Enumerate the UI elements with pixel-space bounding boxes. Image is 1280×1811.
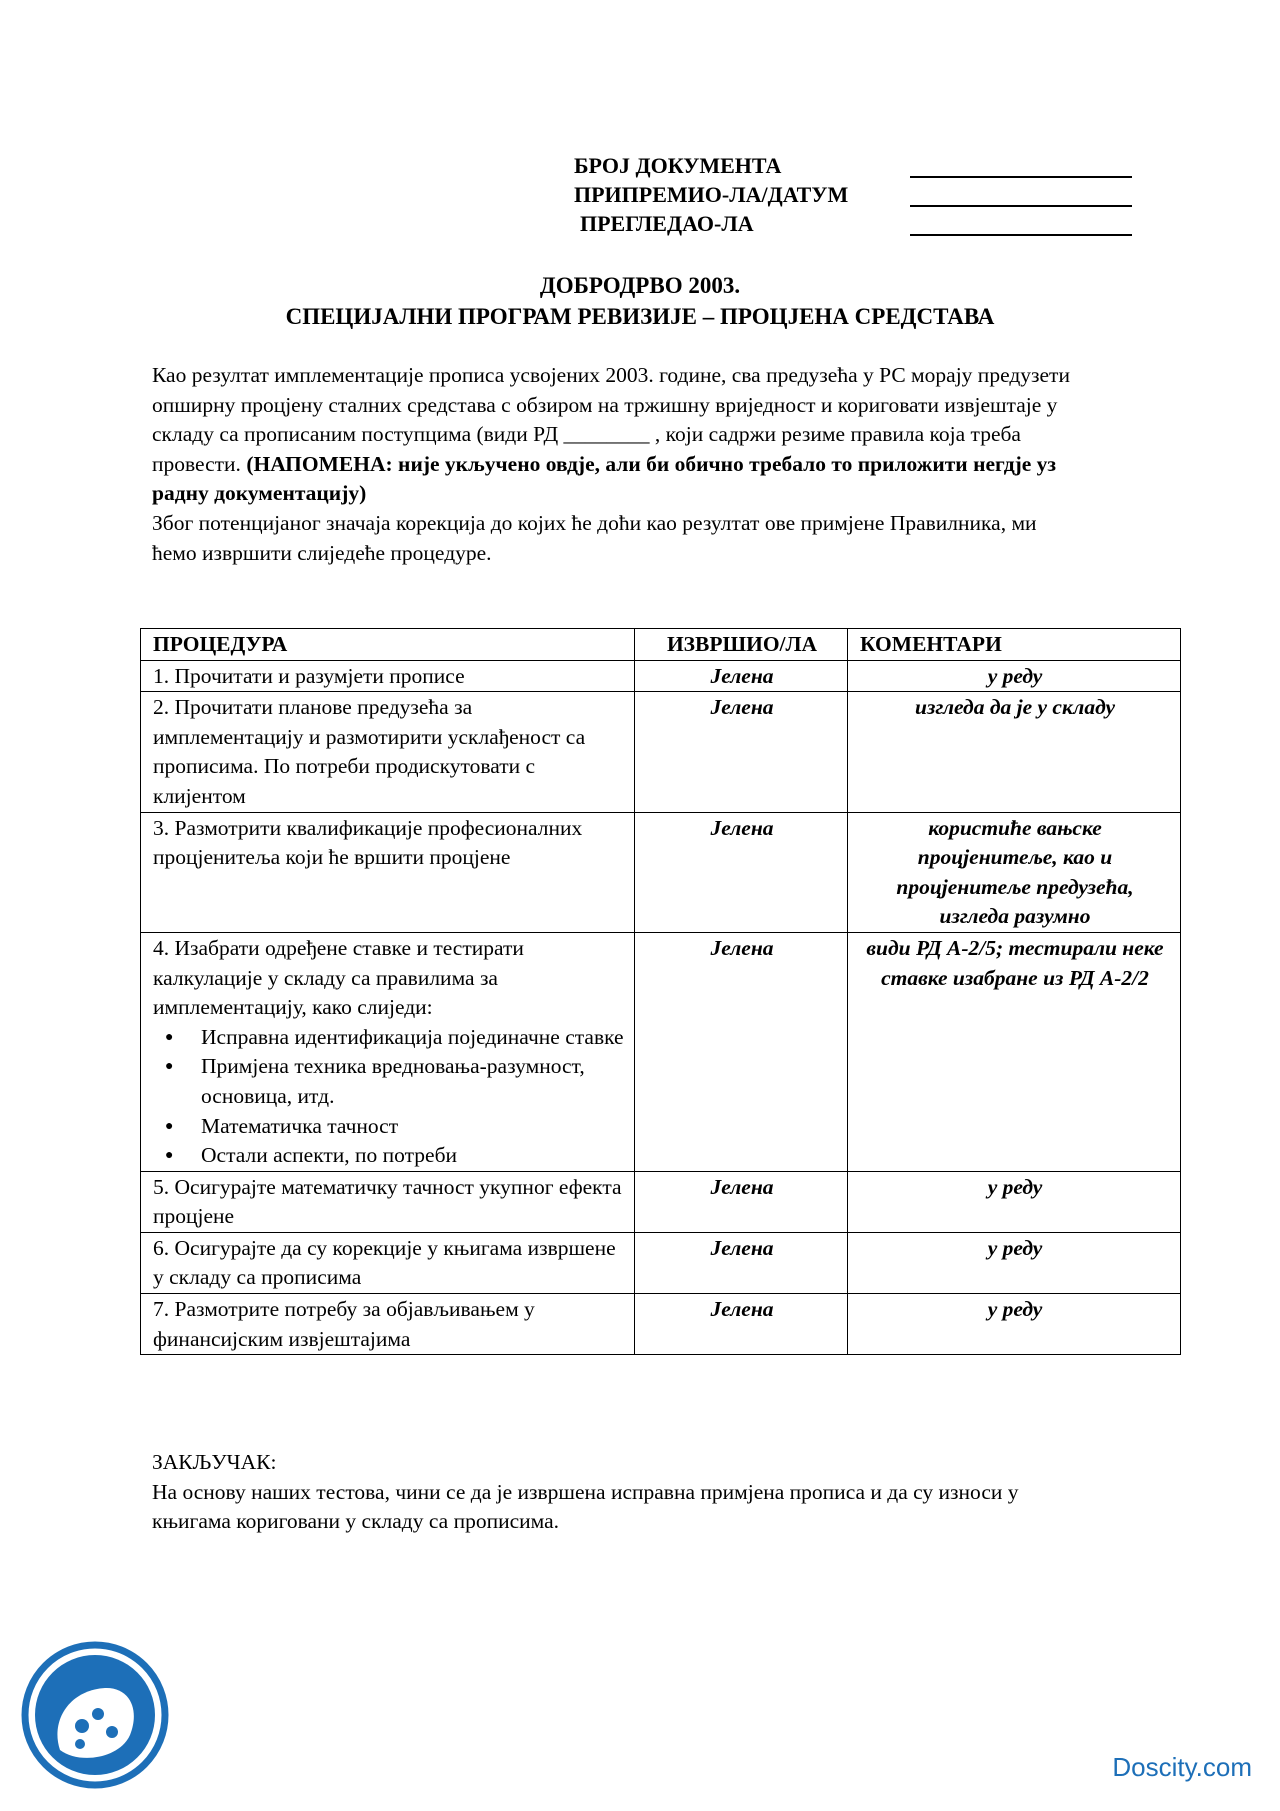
table-row <box>141 1294 1181 1355</box>
performed-by-cell: Јелена <box>635 660 848 692</box>
list-item <box>165 1141 624 1171</box>
procedure-bullet-list <box>153 1023 624 1171</box>
table-row <box>141 932 1181 1171</box>
procedure-cell: 2. Прочитати планове предузећа за имплементацију и размотирити усклађеност са прописима. По потреби продискутовати с клијентом <box>141 692 635 812</box>
header-field-document-number <box>574 151 1134 180</box>
header-field-label: ПРЕГЛЕДАО-ЛА <box>580 211 754 236</box>
intro-plain: Као резултат имплементације прописа усвојених 2003. године, сва предузећа у РС морају предузети опширну процјену сталних средстава с обзиром на тржишну вриједност и кориговати извјештаје у складу са прописаним поступцима (види РД ________ , који садржи резиме правила која треба провести. <box>152 363 1070 476</box>
performed-by-cell: Јелена <box>635 1232 848 1293</box>
procedure-cell: 6. Осигурајте да су корекције у књигама извршене у складу са прописима <box>141 1232 635 1293</box>
title-line-1: ДОБРОДРВО 2003. <box>539 273 741 298</box>
procedure-cell <box>141 932 635 1171</box>
performed-by-cell: Јелена <box>635 692 848 812</box>
bullet-icon: ● <box>165 1148 174 1164</box>
column-header-procedure: ПРОЦЕДУРА <box>141 629 635 661</box>
table-row <box>141 812 1181 932</box>
conclusion-heading: ЗАКЉУЧАК: <box>152 1450 277 1474</box>
intro-paragraph-1 <box>152 361 1072 509</box>
comment-cell: у реду <box>848 1294 1181 1355</box>
fill-in-line <box>910 234 1132 236</box>
column-header-performed-by: ИЗВРШИО/ЛА <box>635 629 848 661</box>
document-header-fields <box>574 151 1134 238</box>
table-row <box>141 692 1181 812</box>
title-line-2: СПЕЦИЈАЛНИ ПРОГРАМ РЕВИЗИЈЕ – ПРОЦЈЕНА СРЕДСТАВА <box>285 304 995 329</box>
performed-by-cell: Јелена <box>635 932 848 1171</box>
bullet-text: Примјена техника вредновања-разумност, основица, итд. <box>201 1054 585 1108</box>
table-row <box>141 1171 1181 1232</box>
comment-cell: у реду <box>848 660 1181 692</box>
bullet-text: Исправна идентификација појединачне ставке <box>201 1024 624 1049</box>
header-field-reviewed-by <box>574 209 1134 238</box>
intro-note: (НАПОМЕНА: није укључено овдје, али би обично требало то приложити негдје уз радну документацију) <box>152 451 1057 506</box>
list-item <box>165 1112 624 1142</box>
performed-by-cell: Јелена <box>635 1171 848 1232</box>
header-field-prepared-by <box>574 180 1134 209</box>
procedure-cell: 1. Прочитати и разумјети прописе <box>141 660 635 692</box>
list-item <box>165 1052 624 1111</box>
performed-by-cell: Јелена <box>635 1294 848 1355</box>
table-header-row <box>141 629 1181 661</box>
bullet-icon: ● <box>165 1029 174 1045</box>
bullet-icon: ● <box>165 1118 174 1134</box>
fill-in-line <box>910 176 1132 178</box>
procedure-cell: 3. Размотрити квалификације професионалних процјенитеља који ће вршити процјене <box>141 812 635 932</box>
header-field-label: БРОЈ ДОКУМЕНТА <box>574 153 782 178</box>
performed-by-cell: Јелена <box>635 812 848 932</box>
procedure-cell: 5. Осигурајте математичку тачност укупног ефекта процјене <box>141 1171 635 1232</box>
table-row <box>141 1232 1181 1293</box>
intro-paragraph-2: Због потенцијаног значаја корекција до којих ће доћи као резултат ове примјене Правилника, ми ћемо извршити слиједеће процедуре. <box>152 510 1037 565</box>
document-title <box>140 270 1140 332</box>
conclusion-section <box>152 1448 1092 1537</box>
list-item <box>165 1023 624 1053</box>
table-row <box>141 660 1181 692</box>
procedure-cell: 7. Размотрите потребу за објављивањем у финансијским извјештајима <box>141 1294 635 1355</box>
intro-text <box>152 361 1072 568</box>
procedure-text: 4. Изабрати одређене ставке и тестирати калкулације у складу са правилима за имплементацију, како слиједи: <box>153 935 524 1020</box>
conclusion-text: На основу наших тестова, чини се да је извршена исправна примјена прописа и да су износи у књигама кориговани у складу са прописима. <box>152 1479 1019 1534</box>
header-field-label: ПРИПРЕМИО-ЛА/ДАТУМ <box>574 182 849 207</box>
comment-cell: у реду <box>848 1171 1181 1232</box>
doscity-logo-icon <box>20 1640 170 1790</box>
bullet-text: Математичка тачност <box>201 1113 399 1138</box>
fill-in-line <box>910 205 1132 207</box>
procedure-table <box>140 628 1181 1355</box>
comment-cell: изгледа да је у складу <box>848 692 1181 812</box>
comment-cell: користиће вањске процјенитеље, као и процјенитеље предузећа, изгледа разумно <box>848 812 1181 932</box>
comment-cell: у реду <box>848 1232 1181 1293</box>
watermark[interactable]: Doscity.com <box>1112 1752 1252 1782</box>
bullet-icon: ● <box>165 1059 174 1075</box>
comment-cell: види РД А-2/5; тестирали неке ставке изабране из РД А-2/2 <box>848 932 1181 1171</box>
column-header-comments: КОМЕНТАРИ <box>848 629 1181 661</box>
bullet-text: Остали аспекти, по потреби <box>201 1143 458 1168</box>
